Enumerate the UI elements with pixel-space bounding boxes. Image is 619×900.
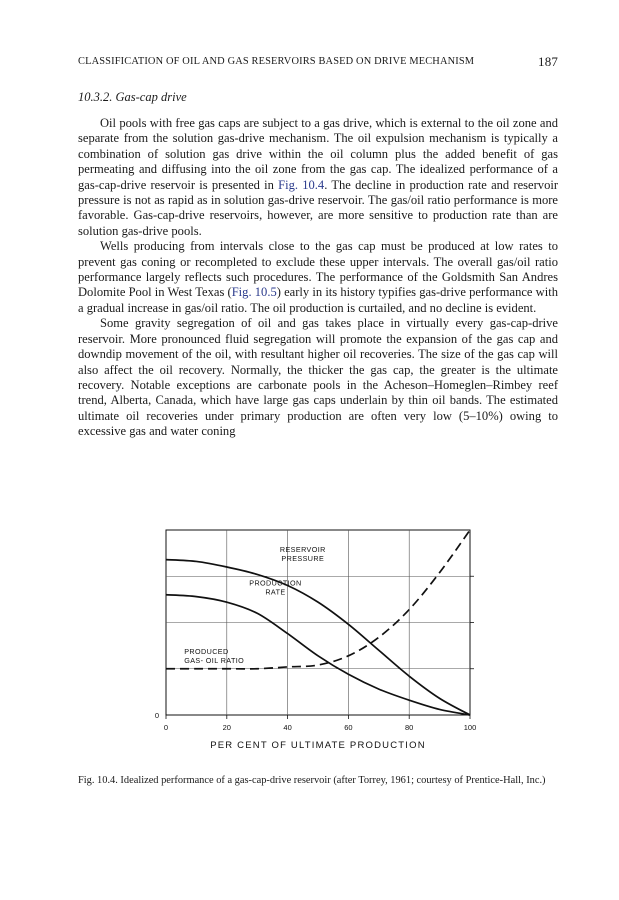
production-rate-label: PRODUCTION bbox=[249, 578, 302, 588]
body-text bbox=[78, 116, 558, 440]
running-title: CLASSIFICATION OF OIL AND GAS RESERVOIRS BASED ON DRIVE MECHANISM bbox=[78, 56, 475, 67]
paragraph: Some gravity segregation of oil and gas takes place in virtually every gas-cap-drive reservoir. More pronounced fluid segregation will promote the expansion of the gas cap and downdip movement of the oil, with resultant higher oil recoveries. The size of the gas cap will also affect the oil recovery. Normally, the thicker the gas cap, the greater is the ultimate recovery. Notable exceptions are carbonate pools in the Acheson–Homeglen–Rimbey reef trend, Alberta, Canada, which have large gas caps underlain by thin oil bands. The estimated ultimate oil recoveries under primary production are often very low (5–10%) owing to excessive gas and water coning bbox=[78, 316, 558, 439]
page-number: 187 bbox=[538, 54, 558, 69]
section-heading: 10.3.2. Gas-cap drive bbox=[78, 90, 187, 104]
x-tick-label: 20 bbox=[222, 723, 231, 732]
x-tick-label: 80 bbox=[405, 723, 414, 732]
figure-reference-link[interactable]: Fig. 10.4 bbox=[278, 177, 325, 192]
chart-svg bbox=[140, 520, 485, 760]
x-tick-label: 100 bbox=[463, 723, 477, 732]
figure-chart bbox=[140, 520, 485, 760]
gas-oil-ratio-label: GAS- OIL RATIO bbox=[184, 655, 245, 665]
x-axis-title: PER CENT OF ULTIMATE PRODUCTION bbox=[210, 740, 426, 751]
running-head bbox=[78, 56, 558, 67]
figure-reference-link[interactable]: Fig. 10.5 bbox=[231, 285, 277, 300]
paragraph: Oil pools with free gas caps are subject to a gas drive, which is external to the oil zone and separate from the solution gas-drive mechanism. The oil expulsion mechanism is typically a combination of solution gas drive within the oil column plus the added benefit of gas permeating and diffusing into the oil zone from the gas cap. The idealized performance of a gas-cap-drive reservoir is presented in Fig. 10.4. The decline in production rate and reservoir pressure is not as rapid as in solution gas-drive reservoir. The gas/oil ratio performance is more favorable. Gas-cap-drive reservoirs, however, are more sensitive to production rate than are solution gas-drive pools. bbox=[78, 116, 559, 238]
gas-oil-ratio-label: PRODUCED bbox=[184, 646, 229, 656]
production-rate-label: RATE bbox=[265, 587, 286, 597]
x-tick-label: 60 bbox=[344, 723, 353, 732]
reservoir-pressure-line bbox=[166, 560, 470, 715]
figure-caption: Fig. 10.4. Idealized performance of a gas-cap-drive reservoir (after Torrey, 1961; courtesy of Prentice-Hall, Inc.) bbox=[78, 775, 546, 786]
reservoir-pressure-label: RESERVOIR bbox=[279, 545, 326, 555]
x-tick-label: 0 bbox=[163, 723, 169, 732]
y-tick-label: 0 bbox=[154, 711, 159, 720]
paragraph: Wells producing from intervals close to the gas cap must be produced at low rates to prevent gas coning or recompleted to exclude these upper intervals. The overall gas/oil ratio performance largely reflects such procedures. The performance of the Goldsmith San Andres Dolomite Pool in West Texas (Fig. 10.5) early in its history typifies gas-drive performance with a gradual increase in gas/oil ratio. The oil production is curtailed, and no decline is evident. bbox=[78, 239, 558, 315]
x-tick-label: 40 bbox=[283, 723, 292, 732]
reservoir-pressure-label: PRESSURE bbox=[281, 554, 325, 564]
